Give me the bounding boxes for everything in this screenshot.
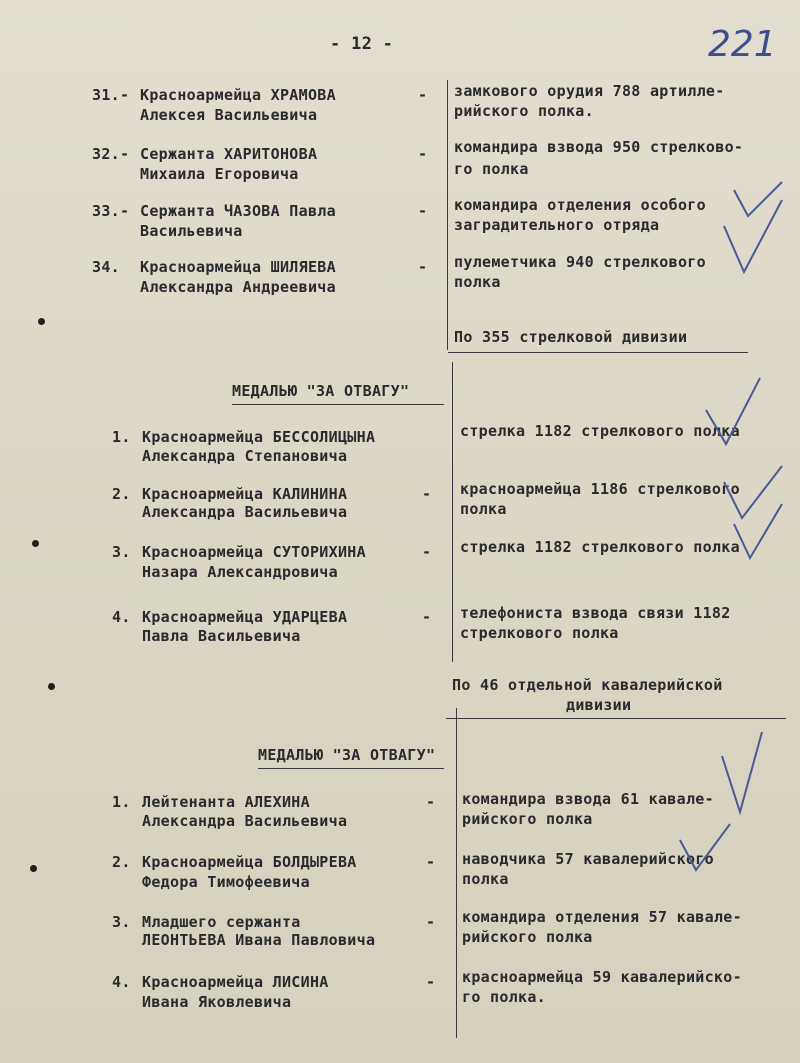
- entry-position: командира отделения 57 кавале-: [462, 908, 742, 926]
- entry-name-cont: ЛЕОНТЬЕВА Ивана Павловича: [142, 931, 376, 949]
- entry-name: Красноармейца БОЛДЫРЕВА: [142, 853, 357, 871]
- check-mark-icon: [700, 374, 770, 454]
- page-number: - 12 -: [330, 34, 394, 54]
- entry-position-cont: го полка: [454, 160, 529, 178]
- entry-name: Красноармейца УДАРЦЕВА: [142, 608, 348, 626]
- entry-name: Красноармейца ЛИСИНА: [142, 973, 329, 991]
- dash: -: [418, 86, 428, 104]
- entry-name-cont: Александра Степановича: [142, 447, 348, 465]
- entry-position: командира взвода 61 кавале-: [462, 790, 714, 808]
- column-divider: [447, 80, 448, 350]
- section-divider: [448, 352, 748, 353]
- entry-number: 31.-: [92, 86, 130, 104]
- entry-position-cont: стрелкового полка: [460, 624, 619, 642]
- entry-name-cont: Васильевича: [140, 222, 243, 240]
- dash: -: [426, 973, 436, 991]
- dash: -: [426, 793, 436, 811]
- entry-number: 32.-: [92, 145, 130, 163]
- section-divider: [446, 718, 786, 719]
- entry-position-cont: полка: [462, 870, 509, 888]
- entry-position-cont: полка: [454, 273, 501, 291]
- entry-position: командира взвода 950 стрелково-: [454, 138, 744, 156]
- entry-name-cont: Александра Васильевича: [142, 503, 348, 521]
- dash: -: [422, 485, 432, 503]
- binding-hole: [38, 318, 45, 325]
- dash: -: [418, 258, 428, 276]
- entry-position-cont: рийского полка: [462, 810, 593, 828]
- entry-position-cont: заградительного отряда: [454, 216, 660, 234]
- entry-number: 34.: [92, 258, 120, 276]
- dash: -: [418, 202, 428, 220]
- entry-name: Лейтенанта АЛЕХИНА: [142, 793, 310, 811]
- entry-position: красноармейца 1186 стрелкового: [460, 480, 740, 498]
- medal-underline: [232, 404, 444, 405]
- entry-name: Младшего сержанта: [142, 913, 301, 931]
- division-label-cont: дивизии: [566, 696, 632, 714]
- entry-number: 2.: [112, 853, 131, 871]
- entry-name: Красноармейца КАЛИНИНА: [142, 485, 348, 503]
- binding-hole: [32, 540, 39, 547]
- entry-name: Сержанта ХАРИТОНОВА: [140, 145, 318, 163]
- division-label: По 355 стрелковой дивизии: [454, 328, 688, 346]
- entry-position: замкового орудия 788 артилле-: [454, 82, 725, 100]
- dash: -: [422, 543, 432, 561]
- medal-heading: МЕДАЛЬЮ "ЗА ОТВАГУ": [258, 746, 436, 764]
- entry-position: пулеметчика 940 стрелкового: [454, 253, 706, 271]
- check-mark-icon: [718, 196, 788, 286]
- entry-name: Красноармейца БЕССОЛИЦЫНА: [142, 428, 376, 446]
- entry-number: 3.: [112, 913, 131, 931]
- entry-name: Красноармейца СУТОРИХИНА: [142, 543, 366, 561]
- entry-position-cont: рийского полка: [462, 928, 593, 946]
- entry-name: Красноармейца ШИЛЯЕВА: [140, 258, 336, 276]
- binding-hole: [48, 683, 55, 690]
- entry-position: командира отделения особого: [454, 196, 706, 214]
- medal-underline: [258, 768, 444, 769]
- dash: -: [426, 913, 436, 931]
- division-label: По 46 отдельной кавалерийской: [452, 676, 723, 694]
- entry-number: 3.: [112, 543, 131, 561]
- entry-number: 1.: [112, 428, 131, 446]
- entry-name-cont: Ивана Яковлевича: [142, 993, 292, 1011]
- entry-name-cont: Павла Васильевича: [142, 627, 301, 645]
- entry-position-cont: полка: [460, 500, 507, 518]
- check-mark-icon: [676, 820, 736, 880]
- entry-position: стрелка 1182 стрелкового полка: [460, 422, 740, 440]
- column-divider: [456, 708, 457, 1038]
- entry-name: Сержанта ЧАЗОВА Павла: [140, 202, 336, 220]
- check-mark-icon: [718, 730, 778, 820]
- entry-number: 4.: [112, 608, 131, 626]
- entry-number: 33.-: [92, 202, 130, 220]
- column-divider: [452, 362, 453, 662]
- entry-name-cont: Александра Андреевича: [140, 278, 336, 296]
- entry-number: 2.: [112, 485, 131, 503]
- entry-name-cont: Назара Александровича: [142, 563, 338, 581]
- dash: -: [426, 853, 436, 871]
- entry-number: 1.: [112, 793, 131, 811]
- check-mark-icon: [730, 500, 790, 570]
- entry-position: телефониста взвода связи 1182: [460, 604, 731, 622]
- dash: -: [418, 145, 428, 163]
- entry-name: Красноармейца ХРАМОВА: [140, 86, 336, 104]
- entry-number: 4.: [112, 973, 131, 991]
- medal-heading: МЕДАЛЬЮ "ЗА ОТВАГУ": [232, 382, 410, 400]
- entry-name-cont: Алексея Васильевича: [140, 106, 318, 124]
- entry-position: наводчика 57 кавалерийского: [462, 850, 714, 868]
- entry-name-cont: Михаила Егоровича: [140, 165, 299, 183]
- entry-position: красноармейца 59 кавалерийско-: [462, 968, 742, 986]
- dash: -: [422, 608, 432, 626]
- handwritten-page-number: 221: [708, 24, 777, 65]
- entry-name-cont: Федора Тимофеевича: [142, 873, 310, 891]
- entry-name-cont: Александра Васильевича: [142, 812, 348, 830]
- binding-hole: [30, 865, 37, 872]
- entry-position: стрелка 1182 стрелкового полка: [460, 538, 740, 556]
- entry-position-cont: рийского полка.: [454, 102, 594, 120]
- entry-position-cont: го полка.: [462, 988, 546, 1006]
